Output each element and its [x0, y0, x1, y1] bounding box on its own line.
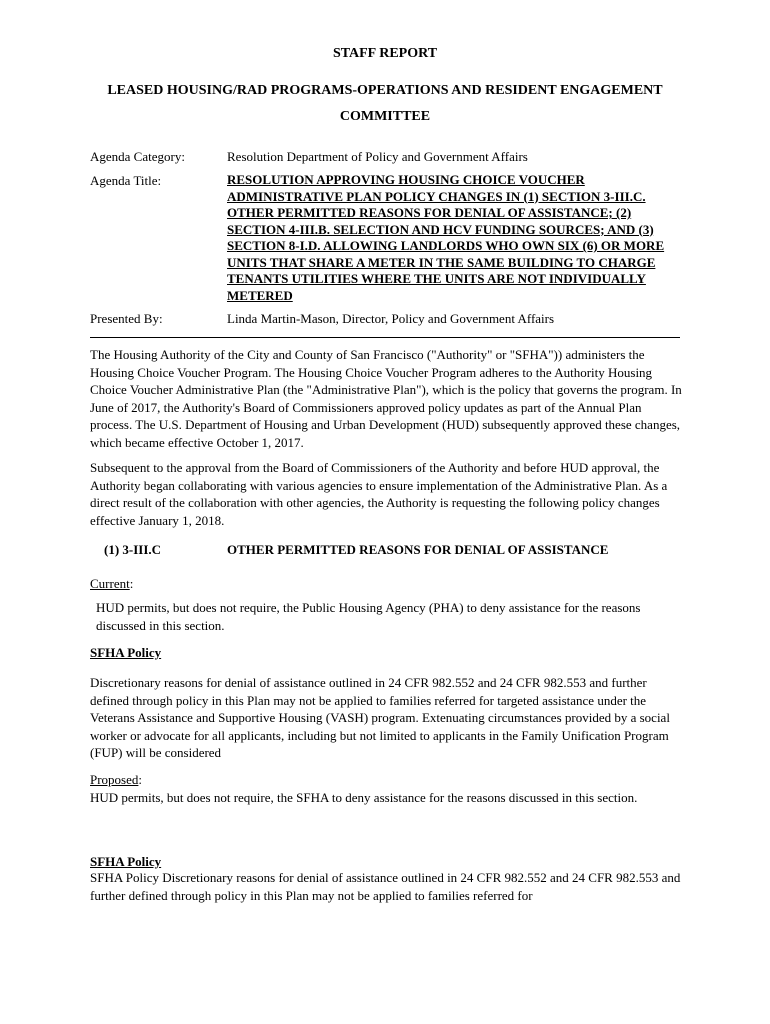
agenda-title-label: Agenda Title: — [90, 173, 162, 188]
current-heading — [90, 575, 685, 593]
committee-title-line-2: COMMITTEE — [339, 109, 431, 124]
agenda-category-value: Resolution Department of Policy and Government Affairs — [227, 149, 528, 164]
sfha-policy-heading-1: SFHA Policy — [90, 645, 162, 660]
header-divider — [90, 337, 680, 338]
sfha-policy-text-1: Discretionary reasons for denial of assistance outlined in 24 CFR 982.552 and 24 CFR 982.553 and further defined through policy in this Plan may not be applied to families referred for targeted assistance under the Veterans Assistance and Supportive Housing (VASH) program. Extenuating circumstances provided by a social worker or advocate for all applicants, including but not limited to applicants in the Family Unification Program (FUP) will be considered — [90, 675, 670, 760]
report-title: STAFF REPORT — [332, 46, 438, 61]
section-number: (1) 3-III.C — [104, 542, 162, 557]
agenda-category-label: Agenda Category: — [90, 149, 185, 164]
sfha-policy-heading-2: SFHA Policy — [90, 854, 162, 869]
section-heading: OTHER PERMITTED REASONS FOR DENIAL OF ASSISTANCE — [227, 542, 609, 557]
current-text: HUD permits, but does not require, the Public Housing Agency (PHA) to deny assistance for the reasons discussed in this section. — [96, 600, 641, 633]
proposed-text: HUD permits, but does not require, the SFHA to deny assistance for the reasons discussed in this section. — [90, 790, 638, 805]
current-label: Current — [90, 576, 130, 591]
proposed-heading — [90, 771, 685, 789]
proposed-colon: : — [138, 772, 143, 787]
current-colon: : — [129, 576, 134, 591]
presented-by-label: Presented By: — [90, 311, 163, 326]
sfha-policy-text-2: SFHA Policy Discretionary reasons for denial of assistance outlined in 24 CFR 982.552 and 24 CFR 982.553 and further defined through policy in this Plan may not be applied to families referred for — [90, 870, 681, 903]
presented-by-value: Linda Martin-Mason, Director, Policy and Government Affairs — [227, 311, 555, 326]
intro-paragraph: The Housing Authority of the City and County of San Francisco ("Authority" or "SFHA")) administers the Housing Choice Voucher Program. The Housing Choice Voucher Program adheres to the Authority Housing Choice Voucher Administrative Plan (the "Administrative Plan"), which is the policy that governs the program. In June of 2017, the Authority's Board of Commissioners approved policy updates as part of the Annual Plan process. The U.S. Department of Housing and Urban Development (HUD) subsequently approved these changes, which became effective October 1, 2017. — [90, 347, 682, 450]
committee-title-line-1: LEASED HOUSING/RAD PROGRAMS-OPERATIONS AND RESIDENT ENGAGEMENT — [107, 83, 663, 98]
collaboration-paragraph: Subsequent to the approval from the Board of Commissioners of the Authority and before HUD approval, the Authority began collaborating with various agencies to ensure implementation of the Administrative Plan. As a direct result of the collaboration with other agencies, the Authority is requesting the following policy changes effective January 1, 2018. — [90, 460, 668, 528]
proposed-label: Proposed — [90, 772, 139, 787]
committee-title — [0, 78, 770, 130]
agenda-title-value: RESOLUTION APPROVING HOUSING CHOICE VOUCHER ADMINISTRATIVE PLAN POLICY CHANGES IN (1) SECTION 3-III.C. OTHER PERMITTED REASONS FOR DENIAL OF ASSISTANCE; (2) SECTION 4-III.B. SELECTION AND HCV FUNDING SOURCES; AND (3) SECTION 8-I.D. ALLOWING LANDLORDS WHO OWN SIX (6) OR MORE UNITS THAT SHARE A METER IN THE SAME BUILDING TO CHARGE TENANTS UTILITIES WHERE THE UNITS ARE NOT INDIVIDUALLY METERED — [227, 172, 665, 303]
